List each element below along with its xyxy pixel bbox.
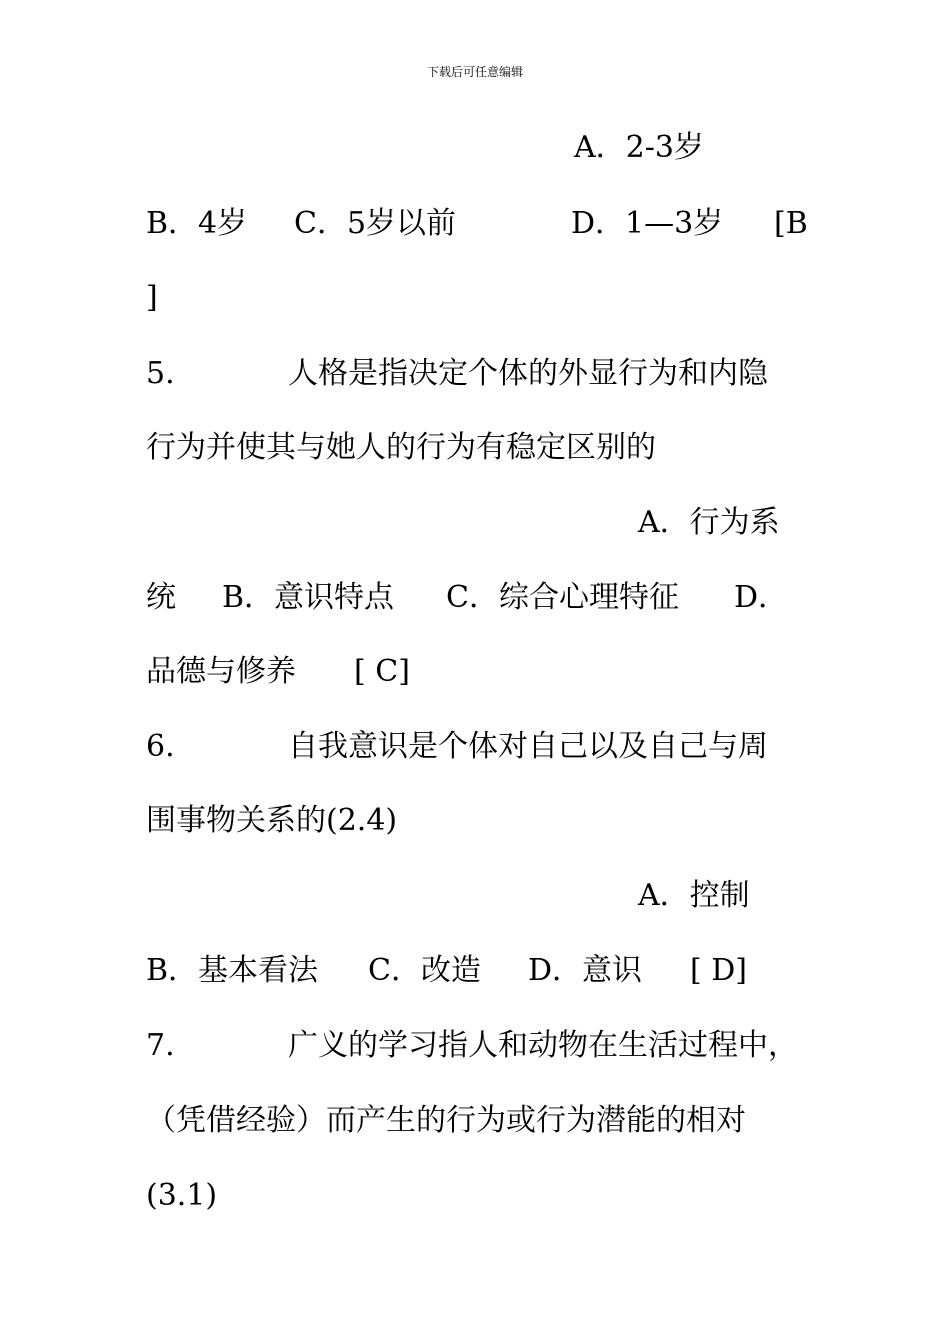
q5-answer: [ C] bbox=[354, 654, 410, 689]
q5-option-b: B．意识特点 bbox=[222, 580, 395, 615]
q5-option-c: C．综合心理特征 bbox=[446, 580, 679, 615]
q4-answer-close: ] bbox=[146, 280, 158, 315]
q6-option-d: D．意识 bbox=[528, 953, 643, 988]
q4-option-a: A．2-3岁 bbox=[574, 130, 704, 165]
q6-option-c: C．改造 bbox=[368, 953, 481, 988]
q6-stem-1: 自我意识是个体对自己以及自己与周 bbox=[288, 729, 768, 764]
q4-option-b: B．4岁 bbox=[146, 206, 248, 241]
q6-answer: [ D] bbox=[690, 953, 747, 988]
q5-stem-1: 人格是指决定个体的外显行为和内隐 bbox=[288, 356, 768, 391]
q6-stem-2: 围事物关系的(2.4) bbox=[146, 803, 398, 838]
q6-number: 6. bbox=[146, 729, 175, 764]
q4-option-c: C．5岁以前 bbox=[294, 206, 457, 241]
q5-option-d-label: D． bbox=[734, 580, 789, 615]
page-header: 下载后可任意编辑 bbox=[426, 65, 523, 79]
q5-number: 5. bbox=[146, 356, 175, 391]
q5-option-d-text: 品德与修养 bbox=[146, 654, 296, 689]
q7-stem-1: 广义的学习指人和动物在生活过程中， bbox=[288, 1028, 798, 1063]
q6-stem-row-1 bbox=[0, 727, 950, 847]
q4-answer-open: [B bbox=[774, 206, 808, 241]
q4-options-row-1 bbox=[0, 128, 950, 208]
q7-number: 7. bbox=[146, 1028, 175, 1063]
q6-option-b: B．基本看法 bbox=[146, 953, 319, 988]
q7-stem-3: (3.1) bbox=[146, 1178, 218, 1213]
q5-option-a-2: 统 bbox=[146, 580, 176, 615]
q5-stem-2: 行为并使其与她人的行为有稳定区别的 bbox=[146, 430, 656, 465]
q6-option-a: A．控制 bbox=[638, 878, 750, 913]
q4-option-d: D．1—3岁 bbox=[571, 206, 724, 241]
q5-option-a-1: A．行为系 bbox=[638, 505, 780, 540]
q7-stem-2: （凭借经验）而产生的行为或行为潜能的相对 bbox=[146, 1103, 746, 1138]
